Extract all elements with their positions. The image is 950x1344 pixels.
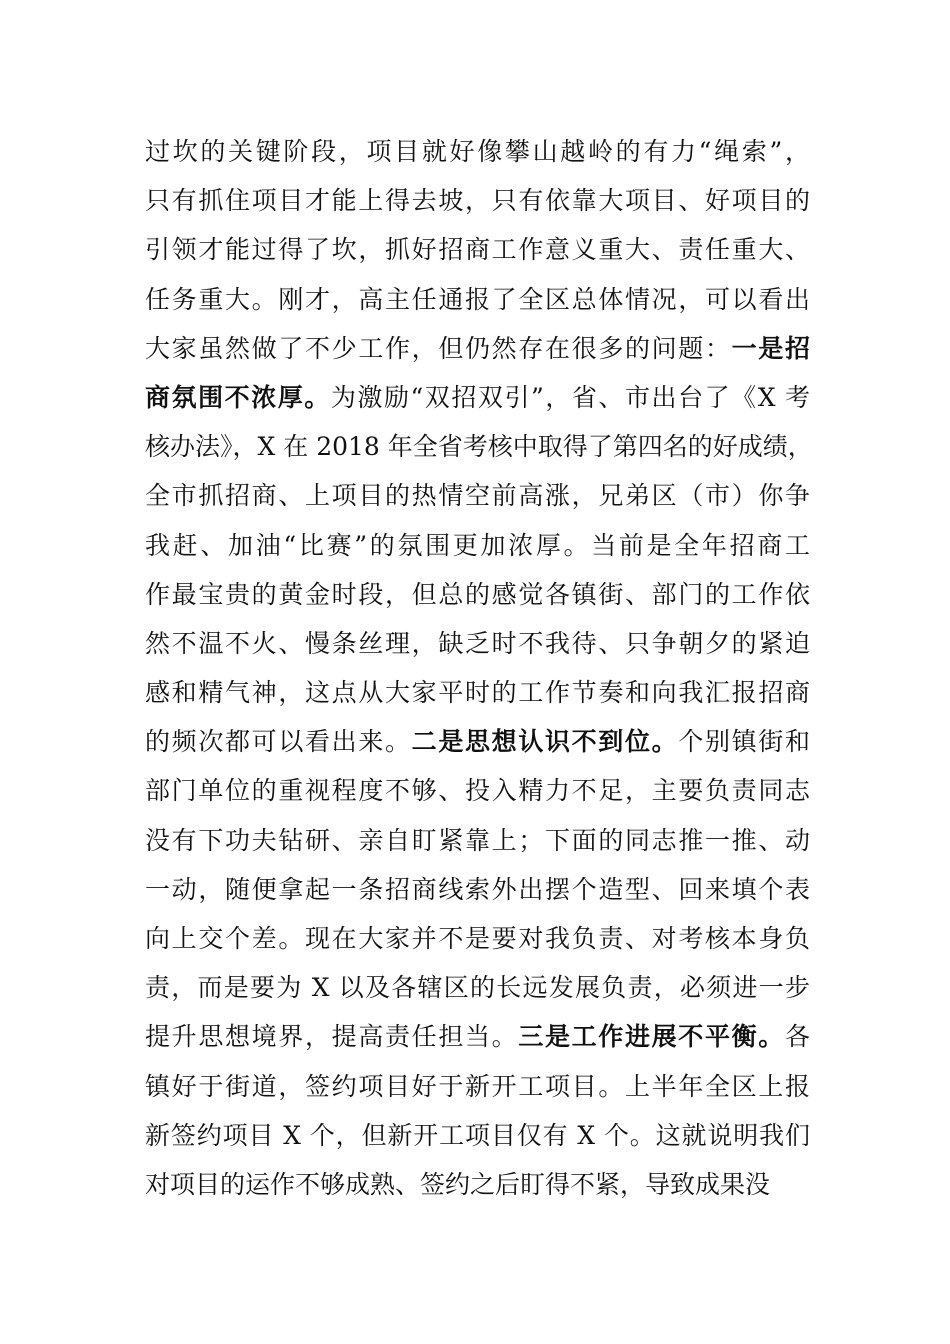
text-line	[145, 1062, 810, 1111]
text-run: 为激励“双招双引”，省、市出台了《X 考	[330, 382, 810, 412]
text-run: 引领才能过得了坎，抓好招商工作意义重大、责任重大、	[145, 235, 810, 265]
text-run: 部门单位的重视程度不够、投入精力不足，主要负责同志	[145, 776, 810, 806]
bold-heading-text: 二是思想认识不到位。	[411, 727, 679, 757]
text-line	[145, 914, 810, 963]
text-line	[145, 373, 810, 422]
bold-heading-text: 三是工作进展不平衡。	[518, 1022, 785, 1052]
text-line	[145, 816, 810, 865]
text-run: 对项目的运作不够成熟、签约之后盯得不紧，导致成果没	[145, 1169, 771, 1199]
bold-heading-text: 商氛围不浓厚。	[145, 382, 331, 412]
text-run: 核办法》，X 在 2018 年全省考核中取得了第四名的好成绩，	[145, 432, 813, 462]
text-line	[145, 963, 810, 1012]
text-run: 一动，随便拿起一条招商线索外出摆个造型、回来填个表	[145, 874, 810, 904]
text-line	[145, 766, 810, 815]
text-line	[145, 668, 810, 717]
text-line	[145, 127, 810, 176]
text-run: 全市抓招商、上项目的热情空前高涨，兄弟区（市）你争	[145, 481, 810, 511]
text-run: 我赶、加油“比赛”的氛围更加浓厚。当前是全年招商工	[145, 530, 810, 560]
text-run: 向上交个差。现在大家并不是要对我负责、对考核本身负	[145, 924, 810, 953]
text-line	[145, 176, 810, 225]
text-run: 大家虽然做了不少工作，但仍然存在很多的问题：	[145, 333, 732, 363]
text-line	[145, 471, 810, 520]
text-run: 镇好于街道，签约项目好于新开工项目。上半年全区上报	[145, 1071, 810, 1101]
text-run: 的频次都可以看出来。	[145, 727, 412, 757]
text-run: 作最宝贵的黄金时段，但总的感觉各镇街、部门的工作依	[145, 579, 810, 609]
body-text	[145, 127, 813, 1209]
text-line	[145, 1160, 810, 1209]
text-line	[145, 275, 810, 324]
text-line	[145, 717, 810, 766]
text-line	[145, 422, 813, 471]
text-line	[145, 619, 810, 668]
text-run: 然不温不火、慢条丝理，缺乏时不我待、只争朝夕的紧迫	[145, 628, 810, 658]
text-line	[145, 1012, 810, 1061]
text-line	[145, 324, 810, 373]
text-line	[145, 225, 810, 274]
text-run: 各	[784, 1022, 810, 1052]
text-run: 没有下功夫钻研、亲自盯紧靠上；下面的同志推一推、动	[145, 825, 810, 855]
text-line	[145, 521, 810, 570]
text-line	[145, 570, 810, 619]
text-run: 感和精气神，这点从大家平时的工作节奏和向我汇报招商	[145, 678, 810, 708]
text-run: 新签约项目 X 个，但新开工项目仅有 X 个。这就说明我们	[145, 1120, 810, 1150]
text-run: 任务重大。刚才，高主任通报了全区总体情况，可以看出	[145, 284, 810, 314]
text-line	[145, 865, 810, 914]
text-run: 责，而是要为 X 以及各辖区的长远发展负责，必须进一步	[145, 973, 810, 1003]
text-run: 个别镇街和	[678, 727, 810, 757]
text-run: 提升思想境界，提高责任担当。	[145, 1022, 519, 1052]
text-run: 过坎的关键阶段，项目就好像攀山越岭的有力“绳索”，	[145, 137, 810, 166]
text-run: 只有抓住项目才能上得去坡，只有依靠大项目、好项目的	[145, 186, 810, 216]
text-line	[145, 1111, 810, 1160]
bold-heading-text: 一是招	[731, 333, 810, 363]
